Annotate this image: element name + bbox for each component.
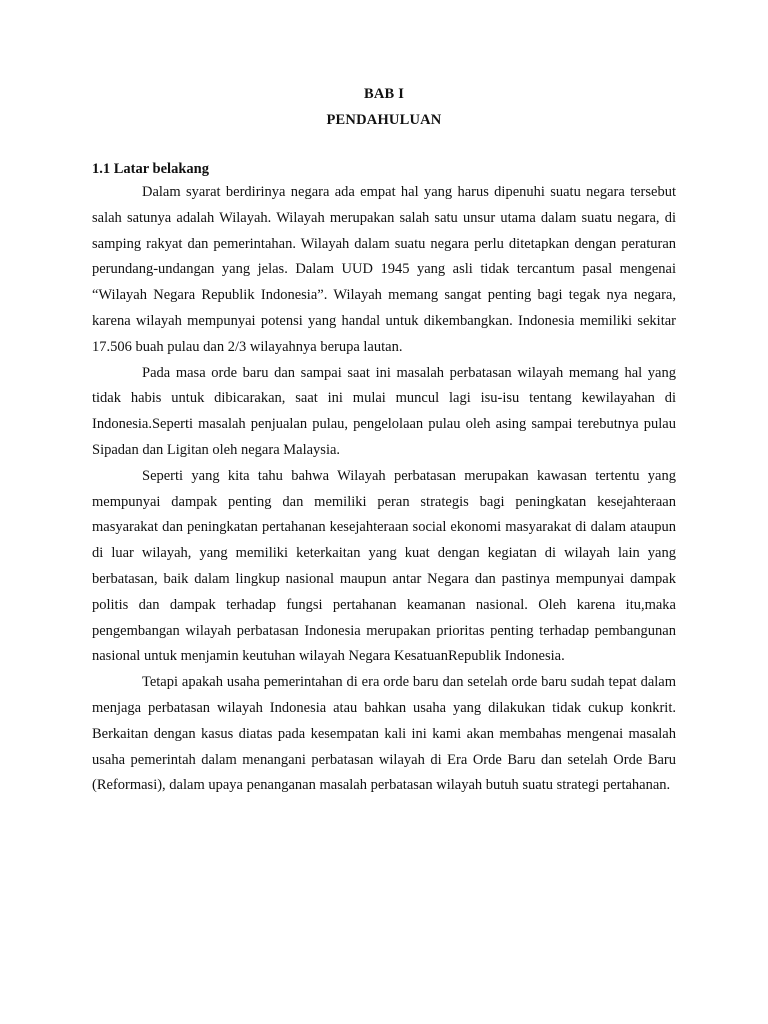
paragraph: Tetapi apakah usaha pemerintahan di era orde baru dan setelah orde baru sudah tepat dalam menjaga perbatasan wilayah Indonesia atau bahkan usaha yang dilakukan tidak cukup konkrit. Berkaitan dengan kasus diatas pada kesempatan kali ini kami akan membahas mengenai masalah usaha pemerintah dalam menangani perbatasan wilayah di Era Orde Baru dan setelah Orde Baru (Reformasi), dalam upaya penanganan masalah perbatasan wilayah butuh suatu strategi pertahanan. <box>92 674 676 794</box>
chapter-number: BAB I <box>363 86 405 102</box>
paragraph: Pada masa orde baru dan sampai saat ini masalah perbatasan wilayah memang hal yang tidak habis untuk dibicarakan, saat ini mulai muncul lagi isu-isu tentang kewilayahan di Indonesia.Seperti masalah penjualan pulau, pengelolaan pulau oleh asing sampai terebutnya pulau Sipadan dan Ligitan oleh negara Malaysia. <box>92 364 676 458</box>
body-text <box>92 180 676 799</box>
chapter-title: PENDAHULUAN <box>326 112 442 128</box>
paragraph: Seperti yang kita tahu bahwa Wilayah perbatasan merupakan kawasan tertentu yang mempunyai dampak penting dan memiliki peran strategis bagi peningkatan kesejahteraan masyarakat dan peningkatan pertahanan kesejahteraan social ekonomi masyarakat di dalam ataupun di luar wilayah, yang memiliki keterkaitan yang kuat dengan kegiatan di wilayah lain yang berbatasan, baik dalam lingkup nasional maupun antar Negara dan pastinya mempunyai dampak politis dan dampak terhadap fungsi pertahanan keamanan nasional. Oleh karena itu,maka pengembangan wilayah perbatasan Indonesia merupakan prioritas penting terhadap pembangunan nasional untuk menjamin keutuhan wilayah Negara KesatuanRepublik Indonesia. <box>92 467 676 665</box>
paragraph: Dalam syarat berdirinya negara ada empat hal yang harus dipenuhi suatu negara tersebut salah satunya adalah Wilayah. Wilayah merupakan salah satu unsur utama dalam suatu negara, di samping rakyat dan pemerintahan. Wilayah dalam suatu negara perlu ditetapkan dengan peraturan perundang-undangan yang jelas. Dalam UUD 1945 yang asli tidak tercantum pasal mengenai “Wilayah Negara Republik Indonesia”. Wilayah memang sangat penting bagi tegak nya negara, karena wilayah mempunyai potensi yang handal untuk dikembangkan. Indonesia memiliki sekitar 17.506 buah pulau dan 2/3 wilayahnya berupa lautan. <box>92 184 676 355</box>
section-heading: 1.1 Latar belakang <box>92 161 209 177</box>
